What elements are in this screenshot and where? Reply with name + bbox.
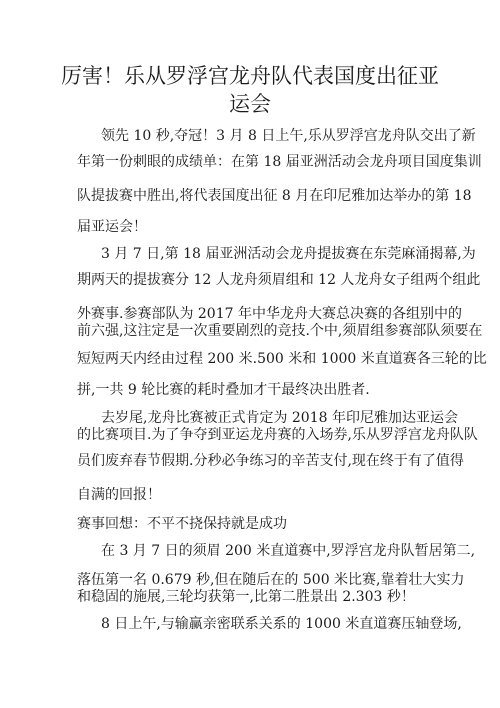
paragraph-5-line-1: 在 3 月 7 日的须眉 200 米直道赛中,罗浮宫龙舟队暂居第二, (101, 543, 476, 559)
paragraph-2-line-2: 期两天的提拔赛分 12 人龙舟须眉组和 12 人龙舟女子组两个组此 (77, 272, 481, 288)
paragraph-1-line-3: 队提拔赛中胜出,将代表国度出征 8 月在印尼雅加达举办的第 18 (77, 188, 472, 204)
section-heading: 赛事回想：不平不挠保持就是成功 (77, 516, 287, 532)
paragraph-2-line-5: 短短两天内经由过程 200 米.500 米和 1000 米直道赛各三轮的比 (77, 351, 487, 367)
paragraph-5-line-3: 和稳固的施展,三轮均获第一,比第二胜景出 2.303 秒！ (77, 589, 415, 605)
paragraph-6-line-1: 8 日上午,与输赢亲密联系关系的 1000 米直道赛压轴登场, (101, 616, 462, 632)
paragraph-1-line-2: 年第一份刺眼的成绩单：在第 18 届亚洲活动会龙舟项目国度集训 (77, 154, 482, 170)
paragraph-2-line-4: 前六强,这注定是一次重要剧烈的竞技.个中,须眉组参赛部队须要在 (77, 323, 483, 339)
paragraph-2-line-1: 3 月 7 日,第 18 届亚洲活动会龙舟提拔赛在东莞麻涌揭幕,为 (101, 246, 476, 262)
paragraph-3-line-2: 的比赛项目.为了争夺到亚运龙舟赛的入场券,乐从罗浮宫龙舟队队 (77, 427, 478, 443)
paragraph-1-line-4: 届亚运会！ (77, 219, 147, 235)
paragraph-2-line-3: 外赛事.参赛部队为 2017 年中华龙舟大赛总决赛的各组别中的 (77, 306, 462, 322)
paragraph-5-line-2: 落伍第一名 0.679 秒,但在随后在的 500 米比赛,靠着壮大实力 (77, 572, 465, 588)
paragraph-3-line-4: 自满的回报！ (77, 487, 161, 503)
paragraph-3-line-3: 员们废弃春节假期.分秒必争练习的辛苦支付,现在终于有了值得 (77, 453, 464, 469)
paragraph-3-line-1: 去岁尾,龙舟比赛被正式肯定为 2018 年印尼雅加达亚运会 (101, 410, 458, 426)
paragraph-2-line-6: 拼,一共 9 轮比赛的耗时叠加才干最终决出胜者. (77, 382, 370, 398)
paragraph-1-line-1: 领先 10 秒,夺冠！3 月 8 日上午,乐从罗浮宫龙舟队交出了新 (101, 128, 476, 144)
document-title: 厉害！乐从罗浮宫龙舟队代表国度出征亚运会 (61, 64, 439, 116)
